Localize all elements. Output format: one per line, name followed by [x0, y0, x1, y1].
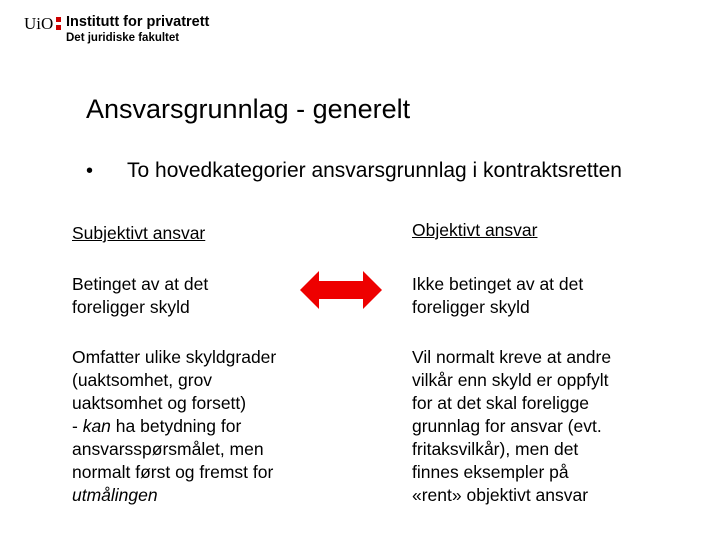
objective-description: Vil normalt kreve at andre vilkår enn skyld er oppfylt for at det skal foreligge grunnlag for ansvar (evt. fritaksvilkår), men det finnes eksempler på «rent» objektivt ansvar [412, 347, 612, 505]
uio-logo: UiO [24, 14, 54, 33]
objective-fault-text: Ikke betinget av at det foreligger skyld [412, 274, 584, 317]
slide-title: Ansvarsgrunnlag - generelt [86, 94, 411, 124]
bullet-text: To hovedkategorier ansvarsgrunnlag i kontraktsretten [127, 159, 622, 182]
bullet-marker: • [86, 160, 94, 182]
institute-name: Institutt for privatrett [66, 14, 210, 30]
subjective-desc-part1: Omfatter ulike skyldgrader (uaktsomhet, grov uaktsomhet og forsett) - [72, 347, 277, 436]
subjective-desc-part2: ha betydning for ansvarsspørsmålet, men normalt først og fremst for [72, 416, 274, 482]
subjective-desc-kan: kan [82, 416, 111, 436]
faculty-name: Det juridiske fakultet [66, 32, 180, 44]
subjective-fault-text: Betinget av at det foreligger skyld [72, 274, 209, 317]
subjective-desc-end: utmålingen [72, 485, 158, 505]
uio-logo-colon [56, 17, 61, 30]
subjective-heading: Subjektivt ansvar [72, 223, 206, 243]
left-right-arrow-icon [300, 271, 382, 309]
subjective-description [72, 346, 332, 507]
arrow-shape [300, 271, 382, 309]
objective-heading: Objektivt ansvar [412, 220, 538, 240]
